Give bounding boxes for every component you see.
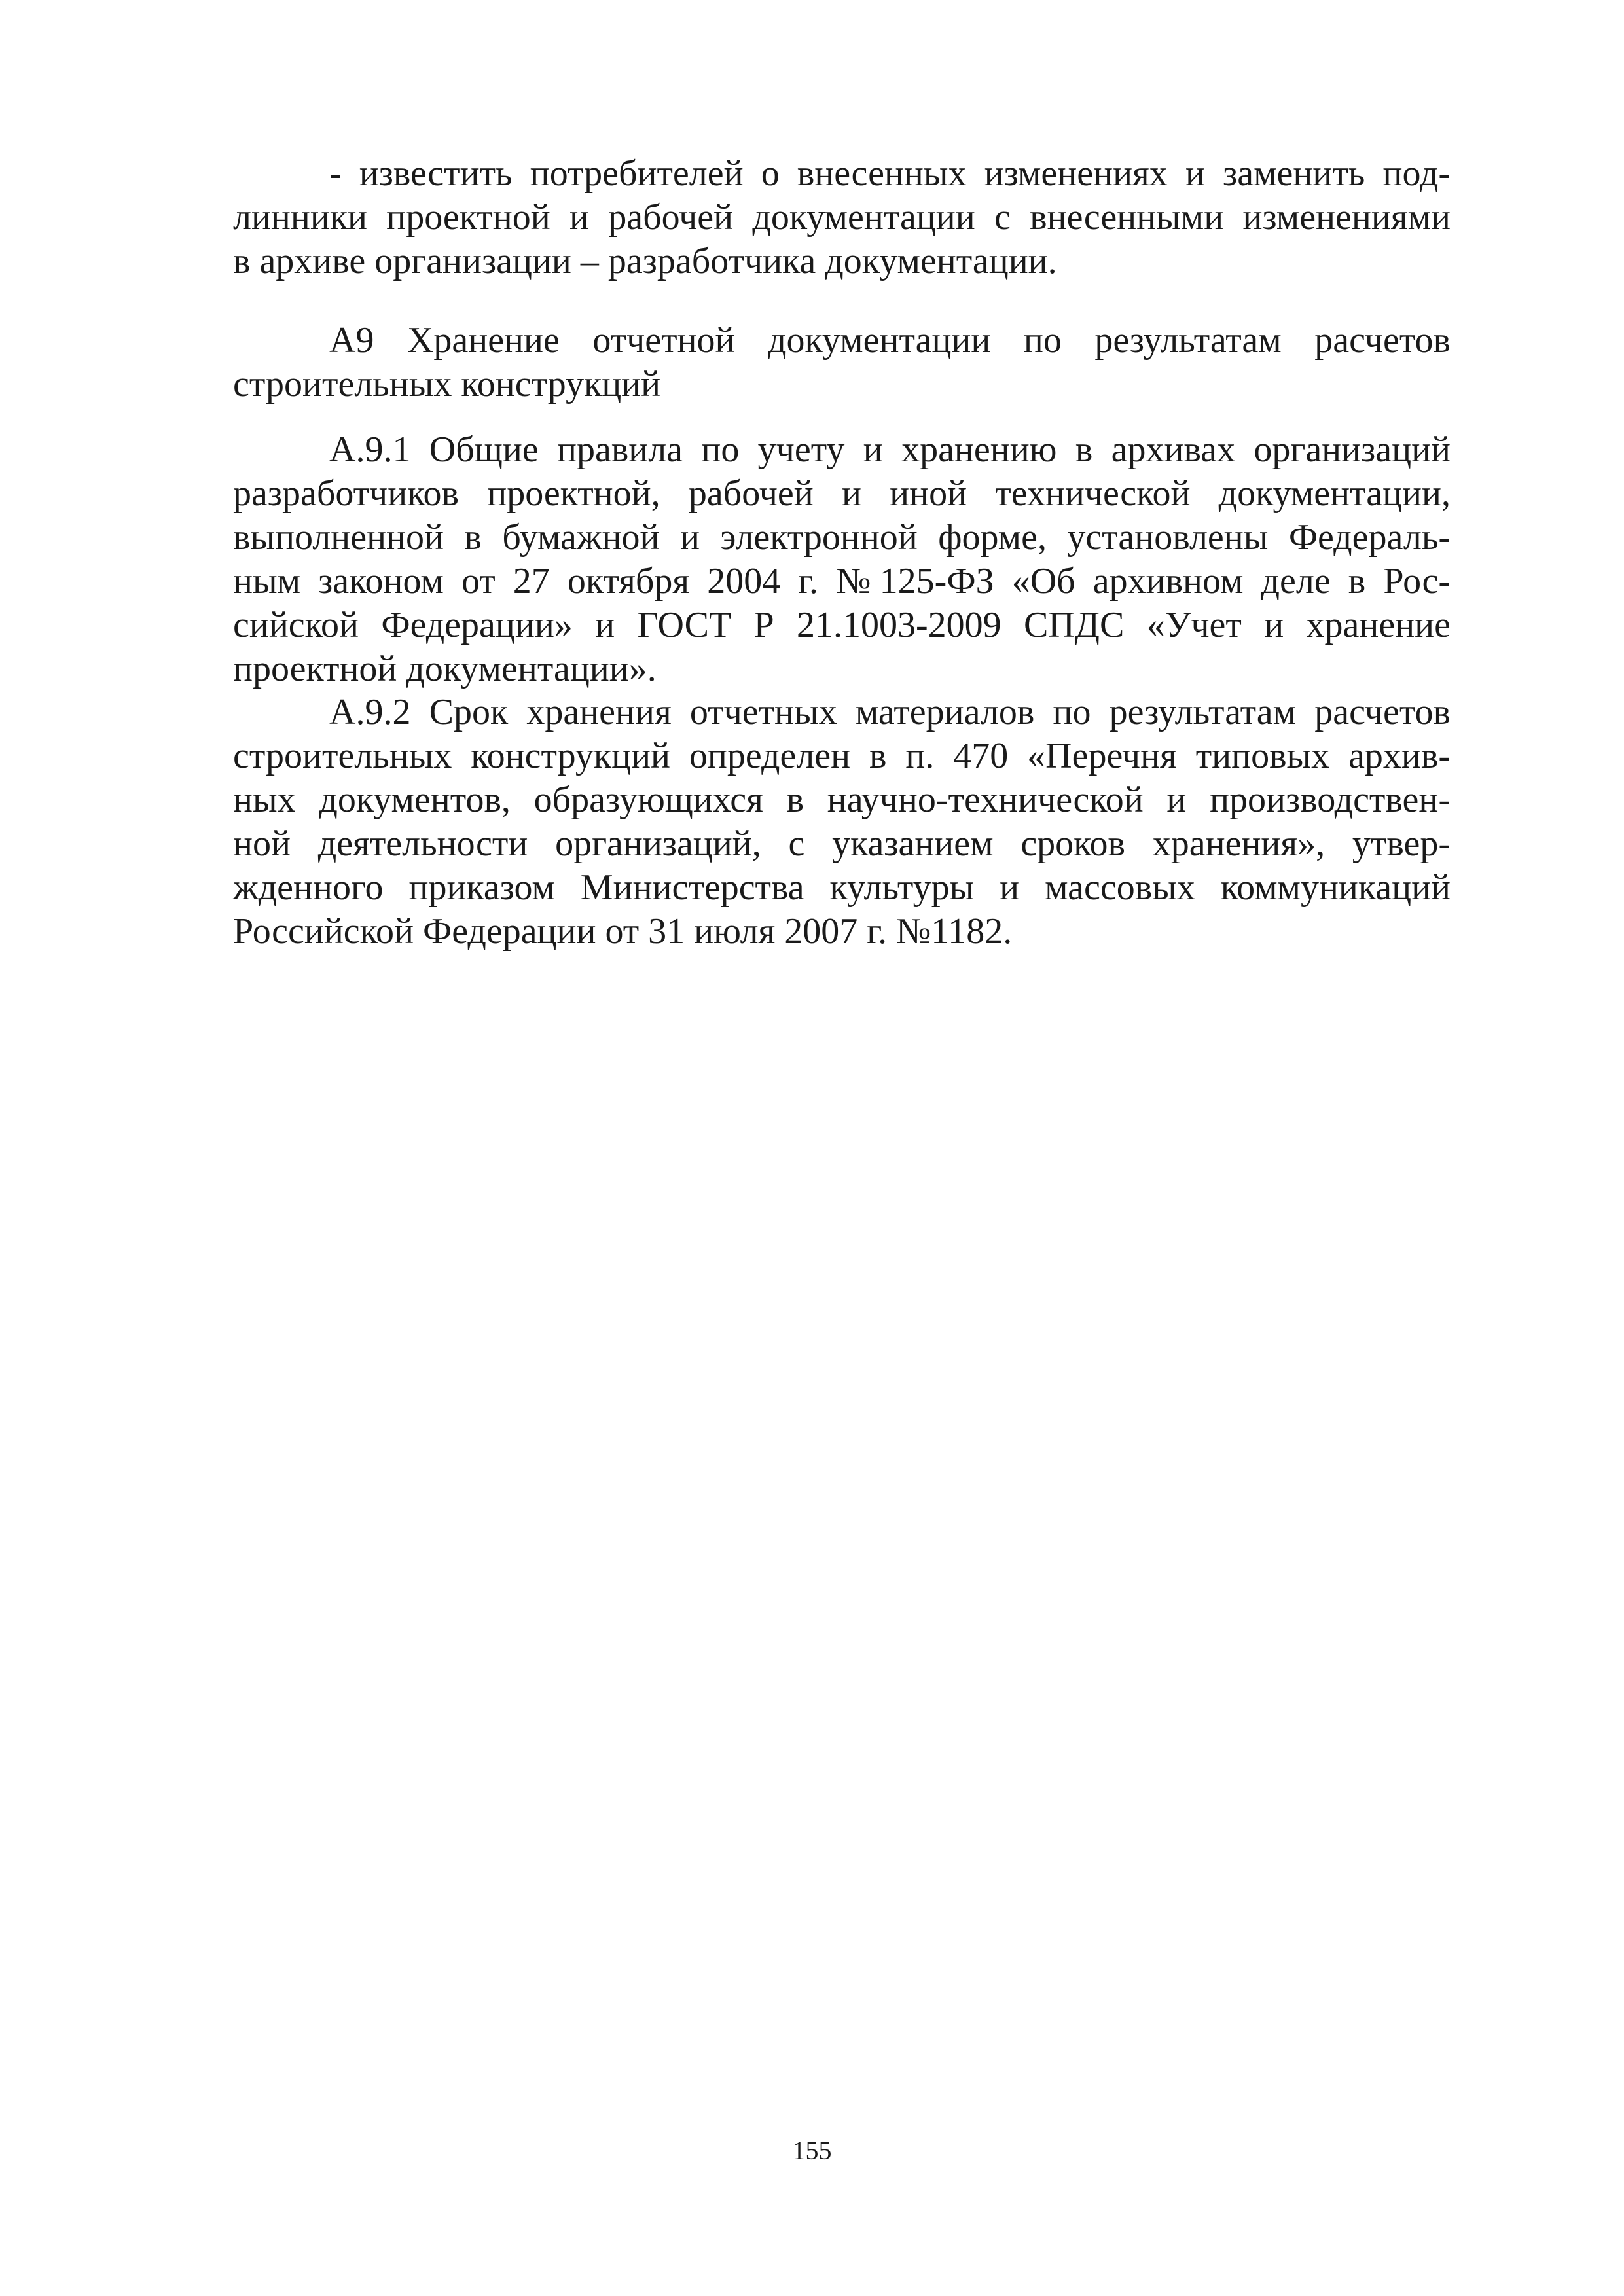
paragraph-line: сийской Федерации» и ГОСТ Р 21.1003-2009 СПДС «Учет и хранение <box>233 605 1451 645</box>
section-heading-a9 <box>233 319 1451 406</box>
paragraph-consumer-notification <box>233 152 1451 283</box>
paragraph-line: жденного приказом Министерства культуры и массовых коммуникаций <box>233 867 1451 908</box>
paragraph-line: А.9.1 Общие правила по учету и хранению в архивах организаций <box>329 429 1451 470</box>
paragraph-line: Российской Федерации от 31 июля 2007 г. №1182. <box>233 911 1013 952</box>
paragraph-line: А.9.2 Срок хранения отчетных материалов по результатам расчетов <box>329 692 1451 732</box>
paragraph-line: выполненной в бумажной и электронной форме, установлены Федераль- <box>233 517 1451 558</box>
paragraph-line: в архиве организации – разработчика документации. <box>233 241 1057 281</box>
heading-line: строительных конструкций <box>233 364 661 404</box>
paragraph-line: проектной документации». <box>233 649 657 689</box>
heading-line: А9 Хранение отчетной документации по результатам расчетов <box>329 320 1451 361</box>
paragraph-line: строительных конструкций определен в п. 470 «Перечня типовых архив- <box>233 736 1451 776</box>
paragraph-a-9-2 <box>233 691 1451 954</box>
paragraph-line: ных документов, образующихся в научно-технической и производствен- <box>233 780 1451 820</box>
paragraph-line: ным законом от 27 октября 2004 г. №125-ФЗ «Об архивном деле в Рос- <box>233 561 1451 601</box>
paragraph-line: линники проектной и рабочей документации с внесенными изменениями <box>233 197 1451 238</box>
paragraph-line: разработчиков проектной, рабочей и иной технической документации, <box>233 473 1451 514</box>
page-number: 155 <box>792 2136 832 2165</box>
paragraph-line: ной деятельности организаций, с указанием сроков хранения», утвер- <box>233 823 1451 864</box>
paragraph-a-9-1 <box>233 428 1451 691</box>
paragraph-line: - известить потребителей о внесенных изменениях и заменить под- <box>329 153 1451 194</box>
